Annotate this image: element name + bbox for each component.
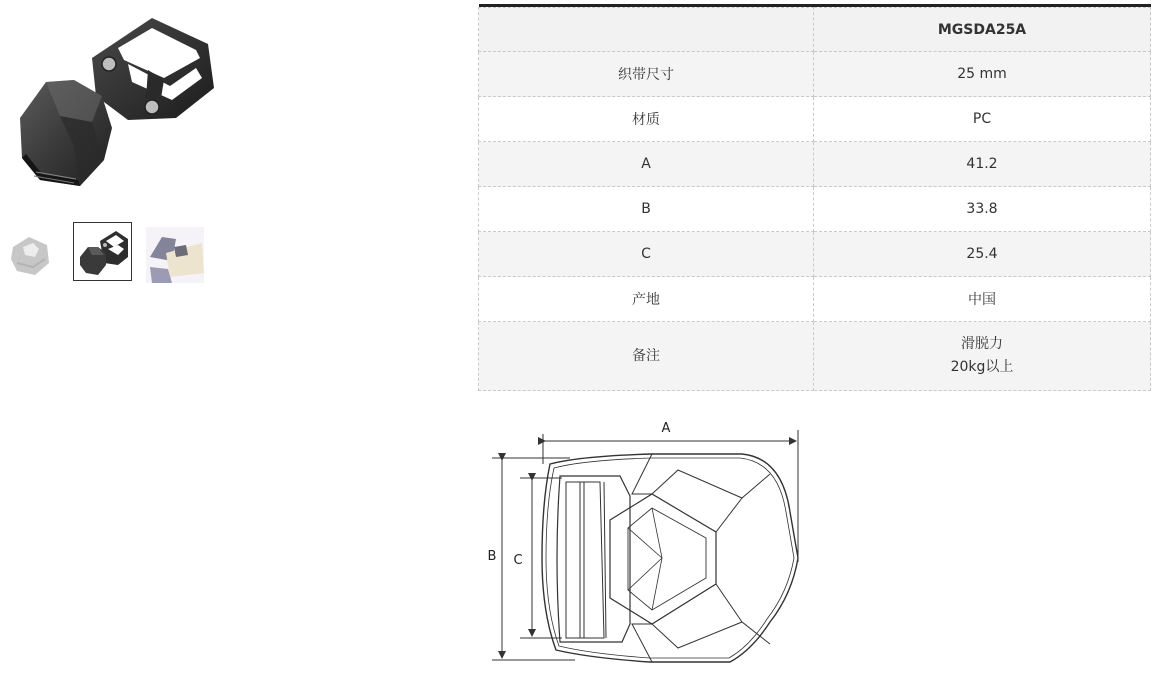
spec-label: 产地 xyxy=(479,277,814,322)
spec-value xyxy=(814,322,1151,391)
spec-label: 备注 xyxy=(479,322,814,391)
table-row xyxy=(479,232,1151,277)
thumb-3[interactable] xyxy=(146,227,204,283)
thumbnail-strip xyxy=(0,222,220,284)
spec-label: C xyxy=(479,232,814,277)
spec-header-label xyxy=(479,8,814,52)
spec-label: 织带尺寸 xyxy=(479,52,814,97)
table-row xyxy=(479,277,1151,322)
dimension-c-label: C xyxy=(513,553,523,568)
spec-value: 33.8 xyxy=(814,187,1151,232)
dimension-a-label: A xyxy=(661,421,671,436)
spec-label: A xyxy=(479,142,814,187)
buckle-open-photo-icon xyxy=(74,223,131,280)
spec-value-line: 20kg以上 xyxy=(950,359,1014,375)
spec-label: B xyxy=(479,187,814,232)
buckle-front-photo-icon xyxy=(5,227,57,279)
buckle-in-use-photo-icon xyxy=(146,227,204,283)
table-row xyxy=(479,52,1151,97)
thumb-2[interactable] xyxy=(73,222,132,281)
spec-value: 41.2 xyxy=(814,142,1151,187)
product-main-image xyxy=(0,0,240,205)
spec-table xyxy=(478,4,1151,391)
spec-value: PC xyxy=(814,97,1151,142)
spec-value: 中国 xyxy=(814,277,1151,322)
spec-model-name: MGSDA25A xyxy=(814,8,1151,52)
thumb-1[interactable] xyxy=(5,227,57,279)
table-row xyxy=(479,142,1151,187)
dimension-diagram xyxy=(480,412,810,674)
spec-value: 25.4 xyxy=(814,232,1151,277)
spec-value-line: 滑脱力 xyxy=(961,336,1003,352)
spec-label: 材质 xyxy=(479,97,814,142)
dimension-b-label: B xyxy=(487,549,497,564)
table-row xyxy=(479,97,1151,142)
spec-header-row xyxy=(479,8,1151,52)
table-row xyxy=(479,187,1151,232)
table-row xyxy=(479,322,1151,391)
spec-value: 25 mm xyxy=(814,52,1151,97)
